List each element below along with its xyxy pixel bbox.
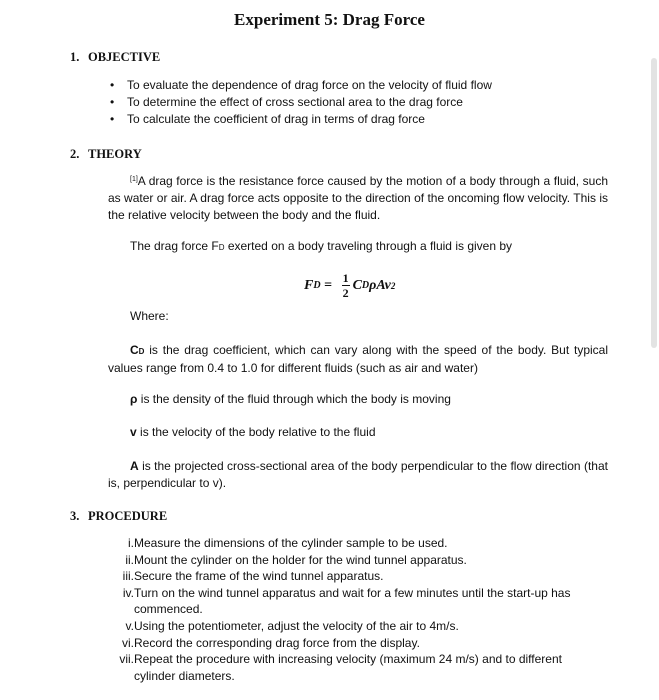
drag-equation: F D = $\frac{1}{2}$ C D ρAv 2 xyxy=(304,271,396,300)
bullet-icon: • xyxy=(110,78,115,92)
list-item: • To determine the effect of cross sectional area to the drag force xyxy=(110,95,463,109)
list-item: iii.Secure the frame of the wind tunnel apparatus. xyxy=(122,569,384,584)
definition-v: v is the velocity of the body relative to the fluid xyxy=(130,425,376,439)
procedure-list xyxy=(100,535,570,684)
page-title: Experiment 5: Drag Force xyxy=(234,10,425,29)
list-item: vii.Repeat the procedure with increasing velocity (maximum 24 m/s) and to different cylinder diameters. xyxy=(119,652,562,683)
list-item: • To calculate the coefficient of drag in terms of drag force xyxy=(110,112,425,126)
section-title: OBJECTIVE xyxy=(88,50,161,64)
section-number: 3. xyxy=(70,509,80,523)
bullet-icon: • xyxy=(110,112,115,126)
list-item: • To evaluate the dependence of drag force on the velocity of fluid flow xyxy=(110,78,492,92)
fraction: $\frac{1}{2}$ xyxy=(342,271,349,300)
list-item: iv.Turn on the wind tunnel apparatus and wait for a few minutes until the start-up has commenced. xyxy=(122,585,571,617)
section-title: THEORY xyxy=(88,147,142,161)
list-item: i.Measure the dimensions of the cylinder sample to be used. xyxy=(128,536,448,550)
section-heading-theory xyxy=(70,147,142,162)
drag-force-intro: The drag force FD exerted on a body traveling through a fluid is given by xyxy=(130,239,513,253)
bullet-icon: • xyxy=(110,95,115,109)
definition-cd: CD is the drag coefficient, which can vary along with the speed of the body. But typical values range from 0.4 to 1.0 for different fluids (such as air and water) xyxy=(108,343,608,375)
citation: [1] xyxy=(130,176,138,183)
section-number: 2. xyxy=(70,147,80,161)
where-label: Where: xyxy=(130,309,169,323)
section-heading-objective xyxy=(70,50,160,65)
scrollbar[interactable] xyxy=(651,58,657,348)
objective-list xyxy=(110,77,492,128)
theory-paragraph: [1]A drag force is the resistance force caused by the motion of a body through a fluid, such as water or air. A drag force acts opposite to the direction of the oncoming flow velocity. This is the relative velocity between the body and the fluid. xyxy=(108,174,608,222)
section-heading-procedure xyxy=(70,509,167,524)
section-title: PROCEDURE xyxy=(88,509,168,523)
definition-rho: ρ is the density of the fluid through which the body is moving xyxy=(130,392,451,406)
list-item: v.Using the potentiometer, adjust the velocity of the air to 4m/s. xyxy=(125,618,459,633)
definition-a: A is the projected cross-sectional area of the body perpendicular to the flow direction (that is, perpendicular to v). xyxy=(108,459,608,490)
section-number: 1. xyxy=(70,50,80,64)
list-item: vi.Record the corresponding drag force from the display. xyxy=(122,635,420,650)
list-item: ii.Mount the cylinder on the holder for the wind tunnel apparatus. xyxy=(125,552,467,567)
